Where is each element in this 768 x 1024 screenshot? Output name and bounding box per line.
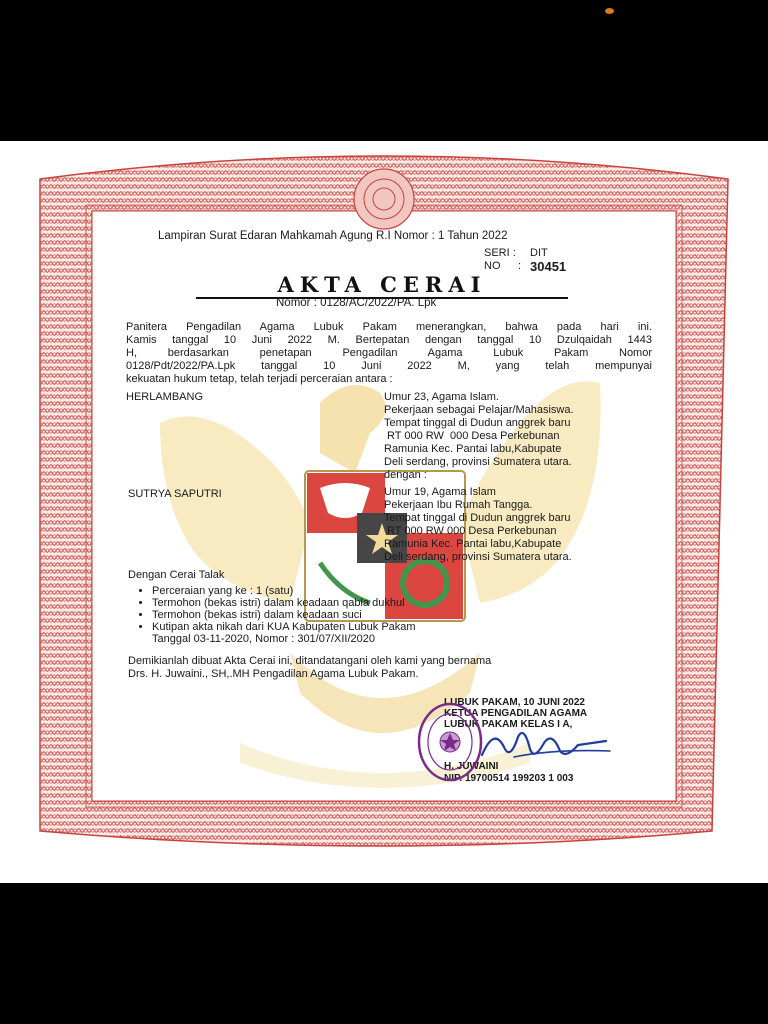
party1-detail-line: dengan : — [384, 469, 427, 481]
certificate-number: 30451 — [530, 259, 567, 274]
signer-name: H. JUWAINI — [444, 761, 499, 772]
signature-place-date: LUBUK PAKAM, 10 JUNI 2022 — [444, 697, 585, 708]
party2-detail-line: Tempat tinggal di Dudun anggrek baru — [384, 512, 571, 524]
party2-detail-line: Umur 19, Agama Islam — [384, 486, 496, 498]
intro-line: H, berdasarkan penetapan Pengadilan Agama Lubuk Pakam Nomor — [126, 347, 652, 359]
header-note: Lampiran Surat Edaran Mahkamah Agung R.I Nomor : 1 Tahun 2022 — [158, 230, 508, 242]
party1-detail-line: Deli serdang, provinsi Sumatera utara. — [384, 456, 572, 468]
party2-detail-line: Deli serdang, provinsi Sumatera utara. — [384, 551, 572, 563]
divorce-details-list — [136, 585, 416, 633]
closing-line: Drs. H. Juwaini., SH,.MH Pengadilan Agama Lubuk Pakam. — [128, 668, 419, 680]
seri-label: SERI : — [484, 247, 516, 259]
document-page — [0, 141, 768, 883]
intro-line: kekuatan hukum tetap, telah terjadi perceraian antara : — [126, 373, 393, 385]
party2-detail-line: RT 000 RW 000 Desa Perkebunan — [384, 525, 557, 537]
party1-detail-line: Tempat tinggal di Dudun anggrek baru — [384, 417, 571, 429]
party1-detail-line: Umur 23, Agama Islam. — [384, 391, 499, 403]
list-item: • Kutipan akta nikah dari KUA Kabupaten Lubuk Pakam — [152, 621, 416, 633]
closing-line: Demikianlah dibuat Akta Cerai ini, ditandatangani oleh kami yang bernama — [128, 655, 492, 667]
signer-nip: NIP. 19700514 199203 1 003 — [444, 773, 574, 784]
party1-name: HERLAMBANG — [126, 391, 204, 403]
intro-line: Panitera Pengadilan Agama Lubuk Pakam menerangkan, bahwa pada hari ini. — [126, 321, 652, 333]
no-label: NO — [484, 260, 501, 272]
party1-detail-line: RT 000 RW 000 Desa Perkebunan — [384, 430, 560, 442]
party1-detail-line: Pekerjaan sebagai Pelajar/Mahasiswa. — [384, 404, 574, 416]
signature-position-line: LUBUK PAKAM KELAS I A, — [444, 719, 573, 730]
list-item: • Termohon (bekas istri) dalam keadaan suci — [152, 609, 416, 621]
no-separator: : — [518, 260, 522, 272]
party2-detail-line: Ramunia Kec. Pantai labu,Kabupate — [384, 538, 562, 550]
list-item-continuation: Tanggal 03-11-2020, Nomor : 301/07/XII/2020 — [152, 633, 376, 645]
party2-name: SUTRYA SAPUTRI — [128, 488, 222, 500]
document-title: AKTA CERAI — [196, 274, 568, 299]
party2-detail-line: Pekerjaan Ibu Rumah Tangga. — [384, 499, 533, 511]
party1-detail-line: Ramunia Kec. Pantai labu,Kabupate — [384, 443, 562, 455]
intro-line: Kamis tanggal 10 Juni 2022 M. Bertepatan dengan tanggal 10 Dzulqaidah 1443 — [126, 334, 652, 346]
list-item: • Perceraian yang ke : 1 (satu) — [152, 585, 416, 597]
list-item: • Termohon (bekas istri) dalam keadaan qabla dukhul — [152, 597, 416, 609]
status-indicator-dot — [605, 8, 614, 14]
document-content — [0, 141, 768, 883]
signature-position-line: KETUA PENGADILAN AGAMA — [444, 708, 588, 719]
intro-line: 0128/Pdt/2022/PA.Lpk tanggal 10 Juni 2022 M, yang telah mempunyai — [126, 360, 652, 372]
seri-value: DIT — [530, 247, 548, 259]
divorce-type: Dengan Cerai Talak — [128, 569, 225, 581]
handwritten-signature — [474, 721, 614, 767]
document-number-line: Nomor : 0128/AC/2022/PA. Lpk — [276, 297, 437, 309]
